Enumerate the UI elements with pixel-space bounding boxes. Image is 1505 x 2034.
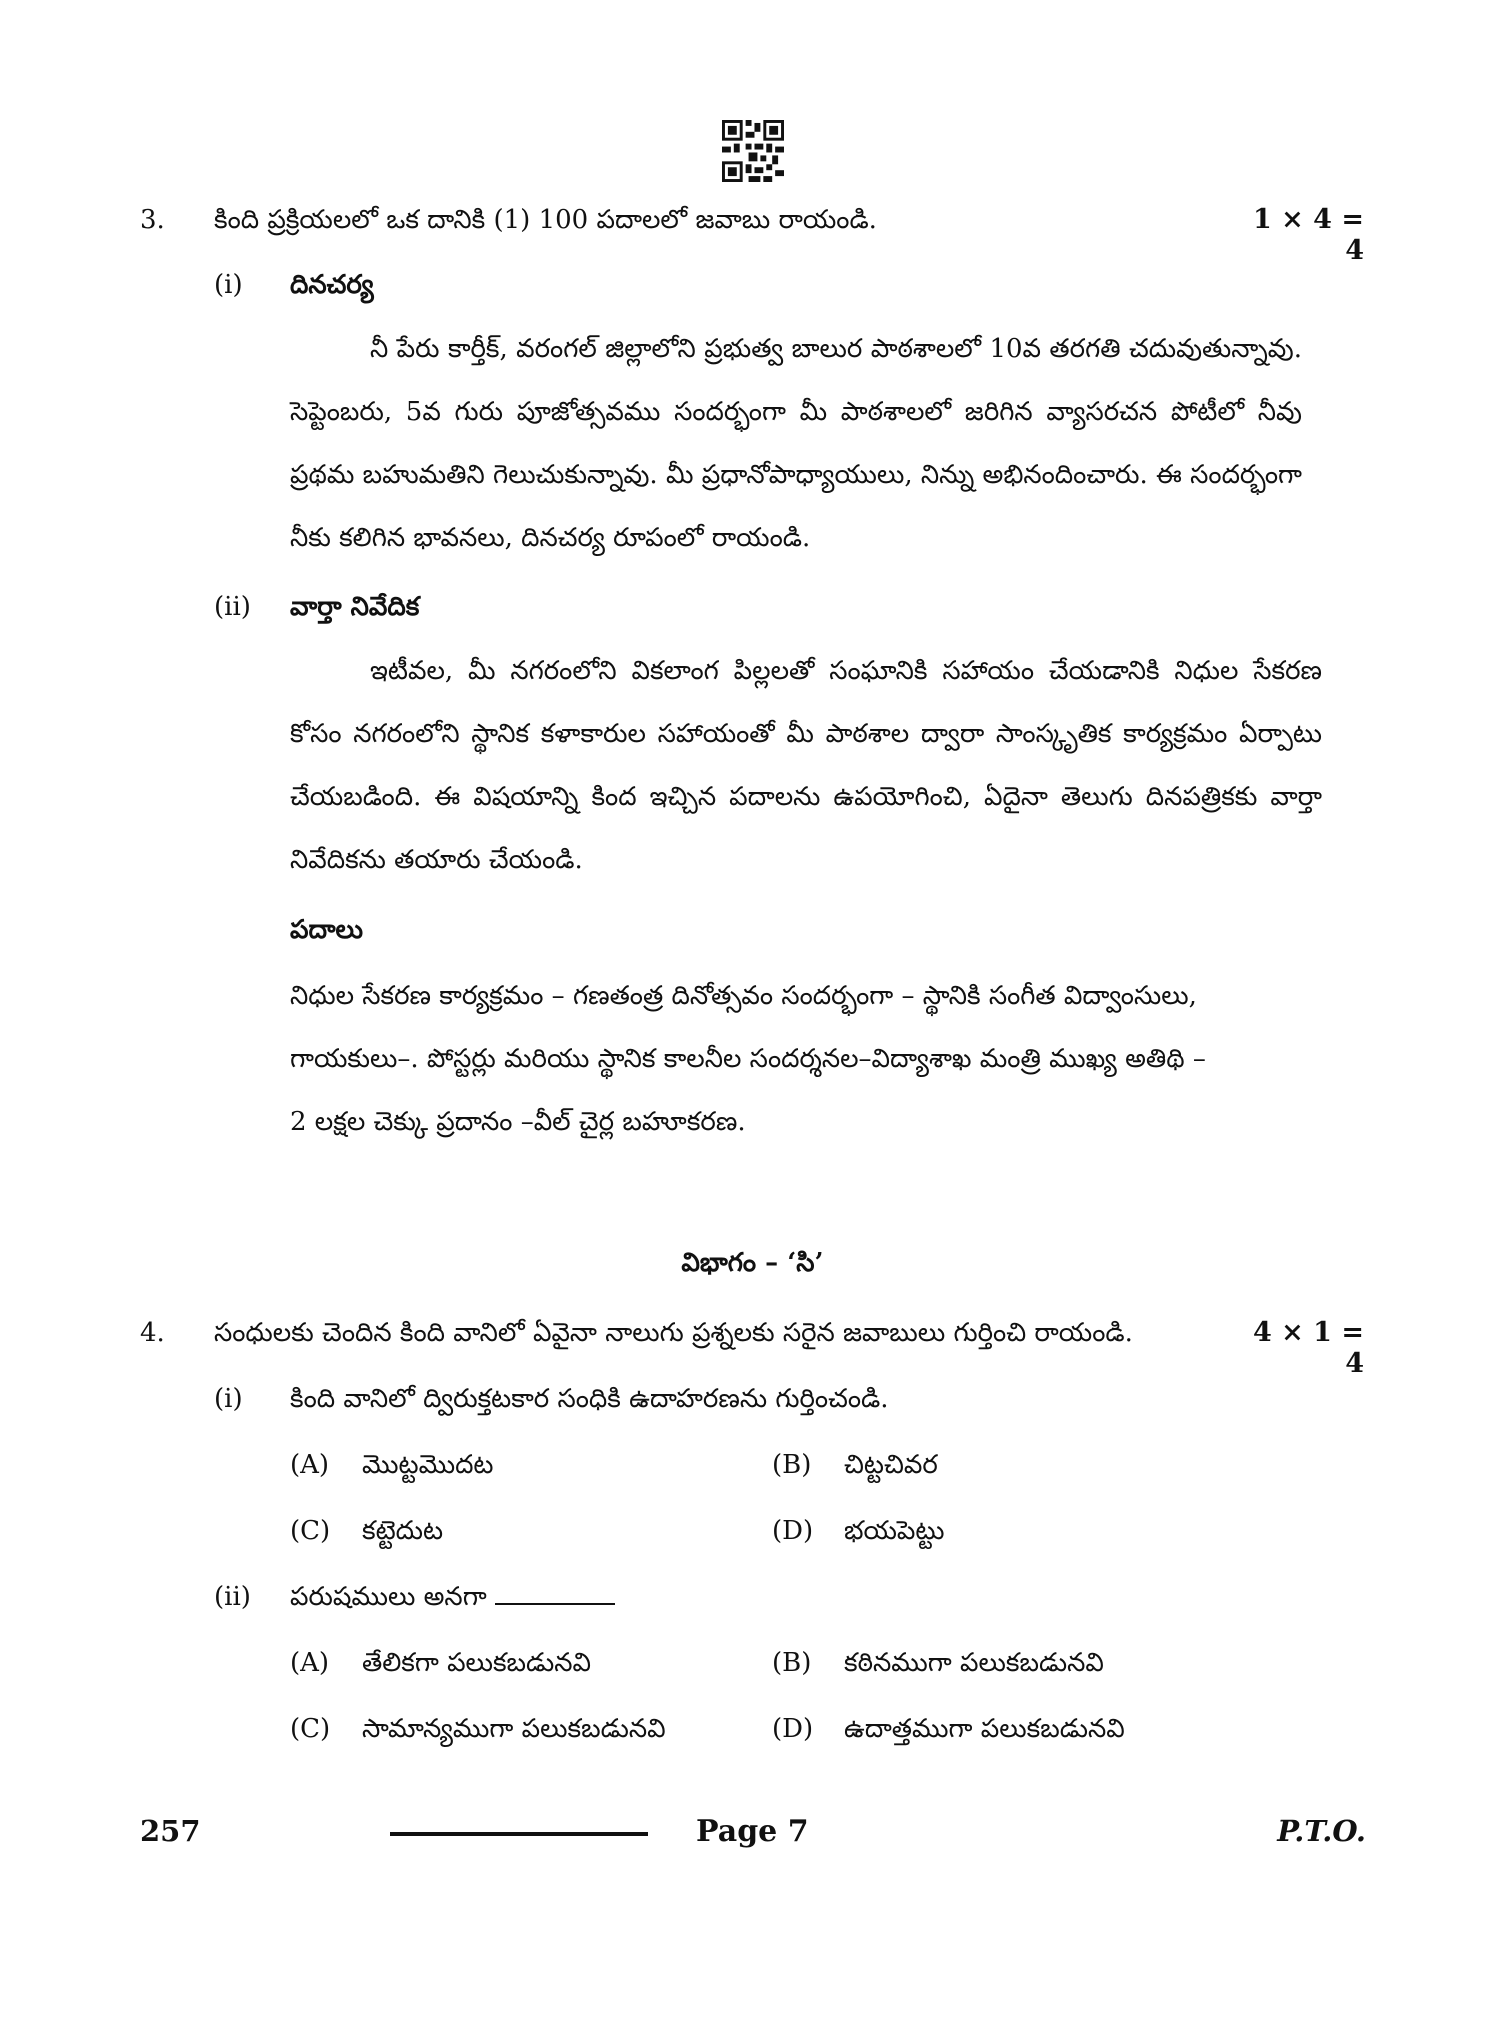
option-letter: (C) (290, 1714, 331, 1744)
question-3-part-ii-title: వార్తా నివేదిక (290, 592, 420, 622)
question-4-sub-i-question: కింది వానిలో ద్విరుక్తటకార సంధికి ఉదాహరణను గుర్తించండి. (290, 1384, 889, 1414)
option-text: సామాన్యముగా పలుకబడునవి (362, 1714, 666, 1744)
words-line-3: 2 లక్షల చెక్కు ప్రదానం –వీల్ చైర్ల బహూకరణ. (290, 1107, 746, 1137)
option-letter: (D) (772, 1714, 814, 1744)
question-4-sub-ii-question (290, 1582, 1190, 1618)
question-4-sub-i-label: (i) (214, 1384, 243, 1414)
footer-page-number: Page 7 (696, 1814, 809, 1849)
option-letter: (B) (772, 1648, 812, 1678)
words-line-1: నిధుల సేకరణ కార్యక్రమం – గణతంత్ర దినోత్సవం సందర్భంగా – స్థానికి సంగీత విద్వాంసులు, (290, 981, 1197, 1011)
question-4-marks: 4 × 1 = 4 (1252, 1317, 1364, 1379)
qr-code-icon (722, 120, 784, 182)
question-3-stem: కింది ప్రక్రియలలో ఒక దానికి (1) 100 పదాలలో జవాబు రాయండి. (214, 205, 877, 235)
footer-code: 257 (140, 1814, 201, 1848)
question-4-sub-ii-label: (ii) (214, 1582, 251, 1612)
words-list (290, 965, 1330, 1154)
option-text: ఉదాత్తముగా పలుకబడునవి (844, 1714, 1125, 1744)
option-text: తేలికగా పలుకబడునవి (362, 1648, 592, 1678)
question-4-number: 4. (140, 1318, 165, 1348)
option-letter: (A) (290, 1648, 330, 1678)
words-line-2: గాయకులు–. పోస్టర్లు మరియు స్థానిక కాలనీల సందర్శనల–విద్యాశాఖ మంత్రి ముఖ్య అతిథి – (290, 1044, 1206, 1074)
footer-rule (390, 1832, 648, 1836)
question-4-stem: సంధులకు చెందిన కింది వానిలో ఏవైనా నాలుగు ప్రశ్నలకు సరైన జవాబులు గుర్తించి రాయండి. (214, 1318, 1133, 1348)
option-text: మొట్టమొదట (362, 1450, 494, 1480)
question-3-part-ii-text: ఇటీవల, మీ నగరంలోని వికలాంగ పిల్లలతో సంఘానికి సహాయం చేయడానికి నిధుల సేకరణ కోసం నగరంలోని స్థానిక కళాకారుల సహాయంతో మీ పాఠశాల ద్వారా సాంస్కృతిక కార్యక్రమం ఏర్పాటు చేయబడింది. ఈ విషయాన్ని కింద ఇచ్చిన పదాలను ఉపయోగించి, ఏదైనా తెలుగు దినపత్రికకు వార్తా నివేదికను తయారు చేయండి. (290, 656, 1322, 875)
option-letter: (A) (290, 1450, 330, 1480)
question-3-part-i-text: నీ పేరు కార్తీక్, వరంగల్ జిల్లాలోని ప్రభుత్వ బాలుర పాఠశాలలో 10వ తరగతి చదువుతున్నావు. సెప్టెంబరు, 5వ గురు పూజోత్సవము సందర్భంగా మీ పాఠశాలలో జరిగిన వ్యాసరచన పోటీలో నీవు ప్రథమ బహుమతిని గెలుచుకున్నావు. మీ ప్రధానోపాధ్యాయులు, నిన్ను అభినందించారు. ఈ సందర్భంగా నీకు కలిగిన భావనలు, దినచర్య రూపంలో రాయండి. (290, 334, 1302, 553)
question-3-marks: 1 × 4 = 4 (1252, 204, 1364, 266)
question-3-part-i-label: (i) (214, 270, 243, 300)
answer-blank (495, 1602, 615, 1605)
option-letter: (C) (290, 1516, 331, 1546)
option-text: చిట్టచివర (844, 1450, 938, 1480)
option-text: కట్టెదుట (362, 1516, 444, 1546)
words-heading: పదాలు (290, 915, 363, 945)
section-heading: విభాగం – ‘సి’ (681, 1248, 824, 1278)
option-letter: (D) (772, 1516, 814, 1546)
question-3-number: 3. (140, 205, 165, 235)
option-text: కఠినముగా పలుకబడునవి (844, 1648, 1104, 1678)
question-3-part-ii-label: (ii) (214, 592, 251, 622)
question-3-part-i-title: దినచర్య (290, 270, 374, 300)
footer-pto: P.T.O. (1277, 1814, 1366, 1848)
option-letter: (B) (772, 1450, 812, 1480)
question-4-sub-ii-text: పరుషములు అనగా (290, 1582, 487, 1612)
option-text: భయపెట్టు (844, 1516, 945, 1546)
